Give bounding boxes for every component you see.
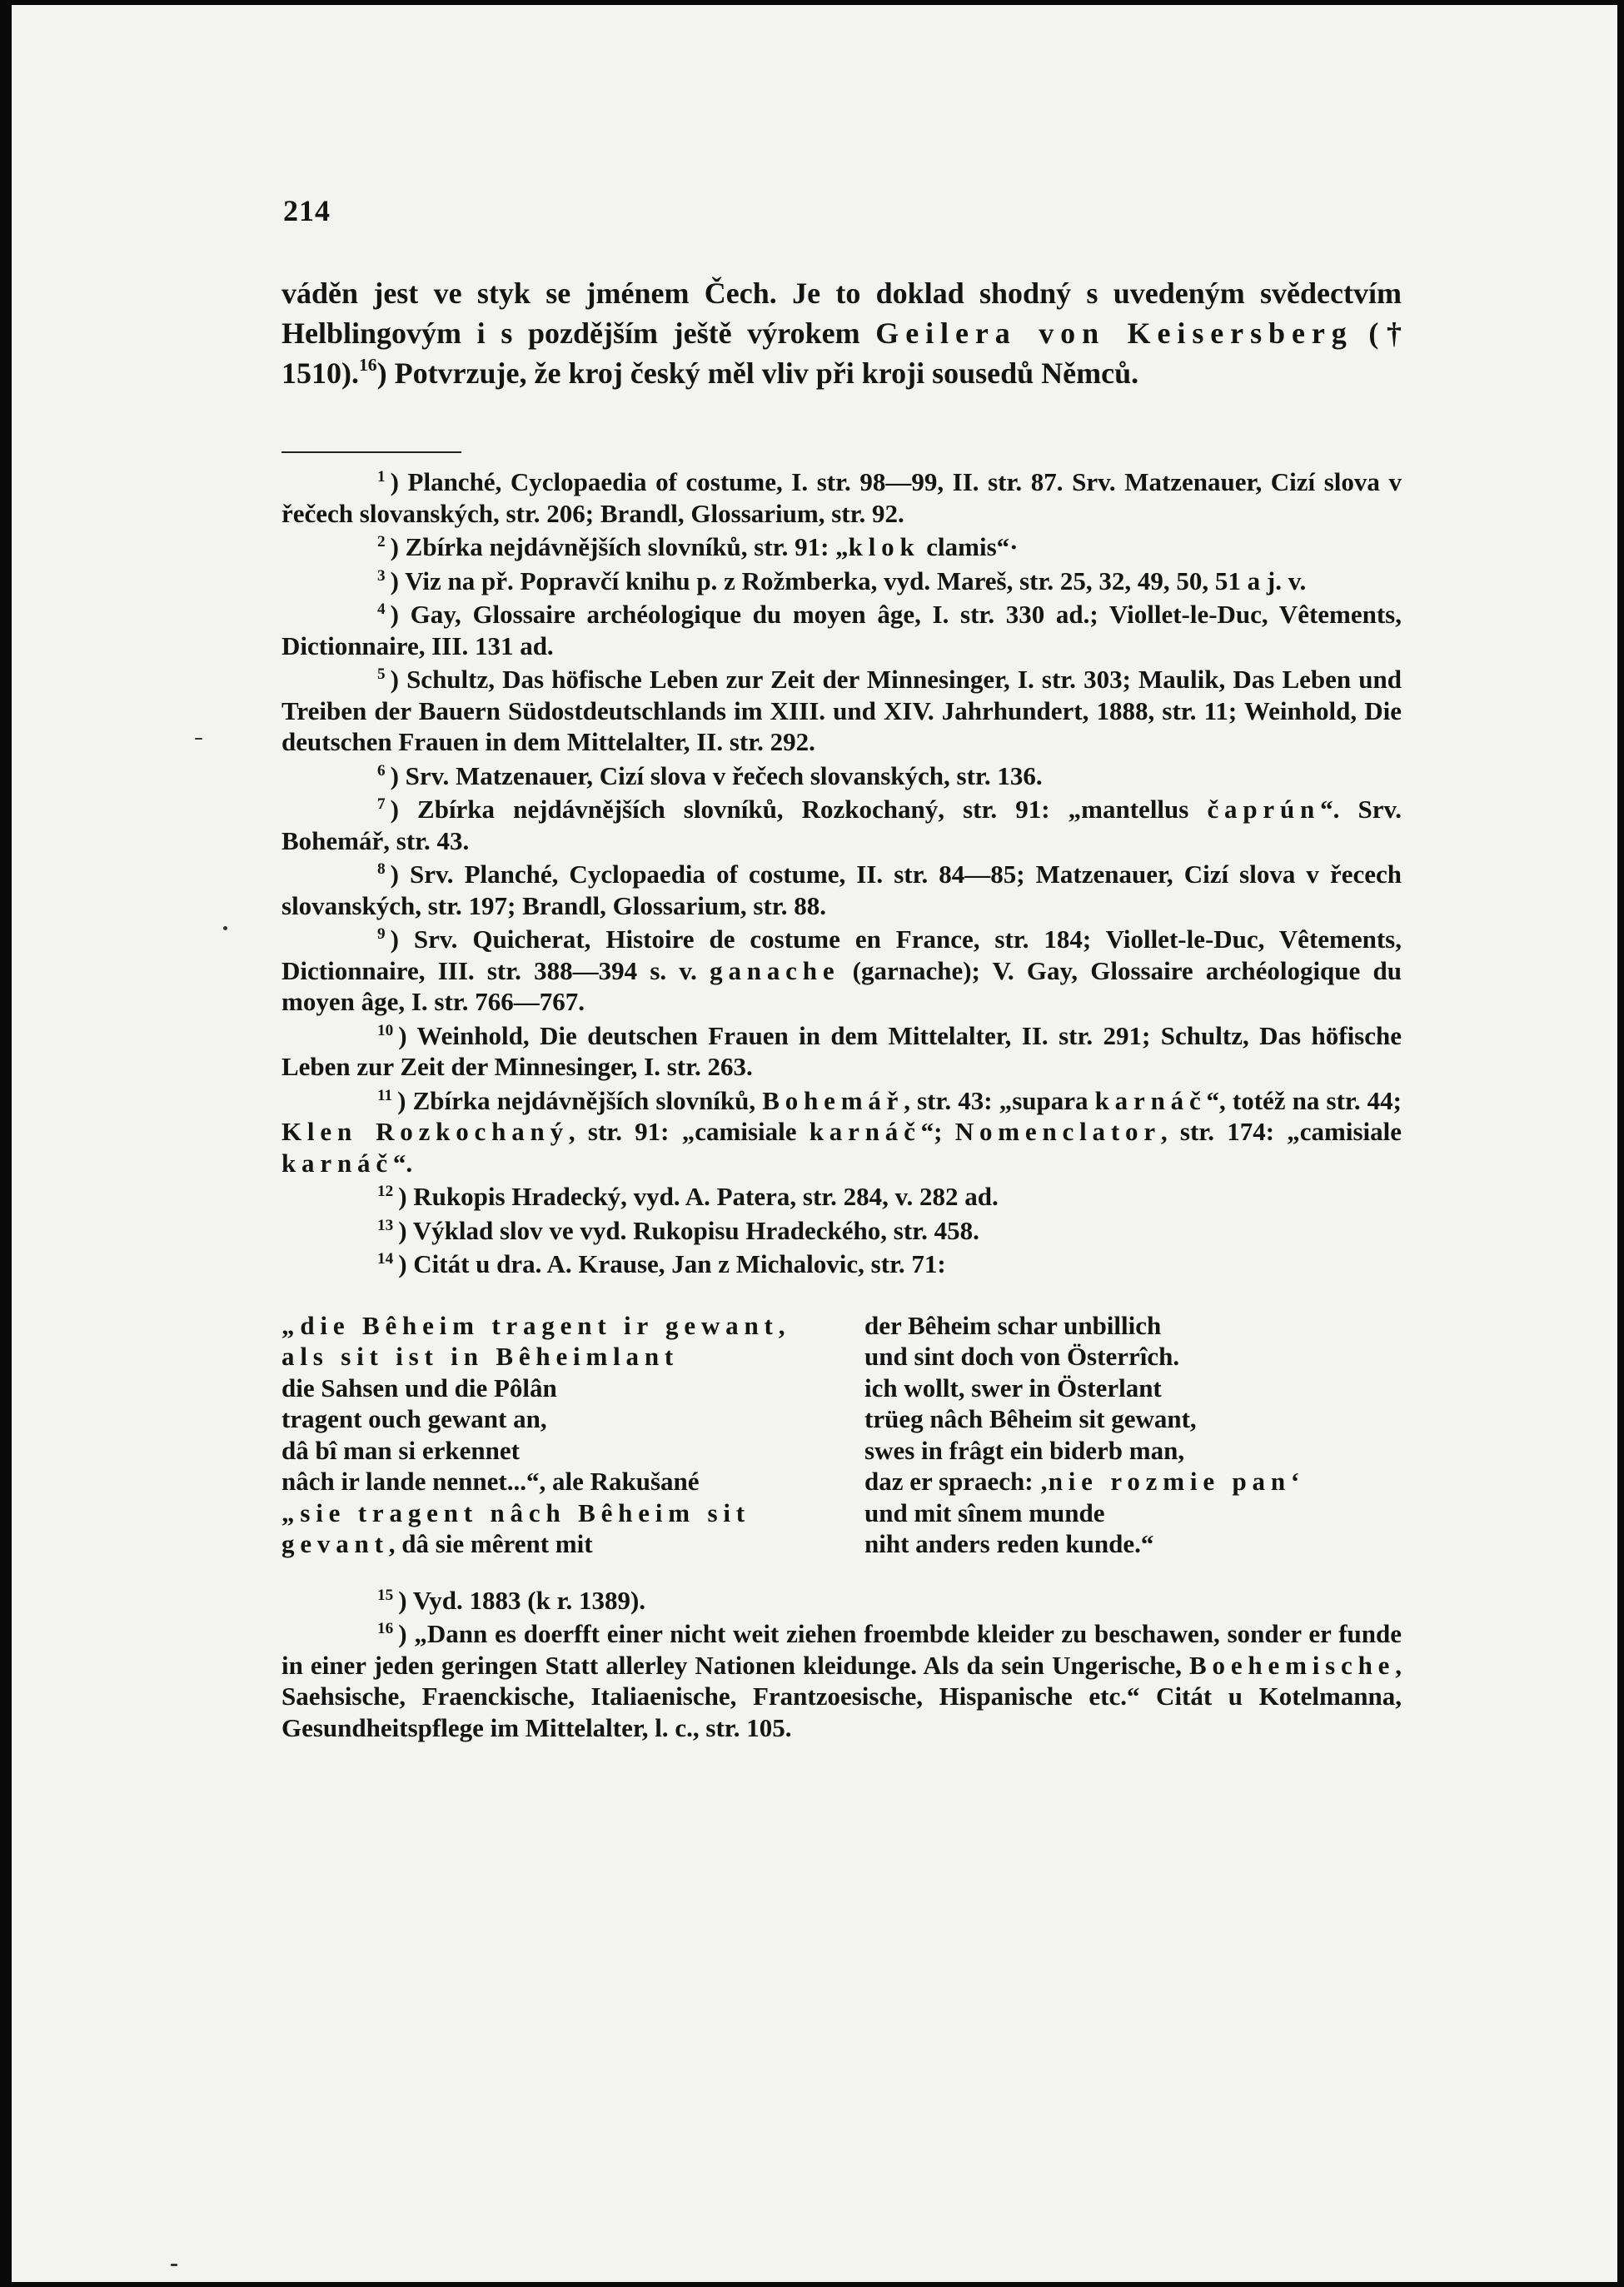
poem-line	[281, 1435, 831, 1467]
poem-line	[281, 1466, 831, 1497]
footnote-text: “. Srv. Bohemář, str. 43.	[281, 795, 1402, 855]
footnote-16	[281, 1618, 1402, 1743]
spaced-emphasis-text: gevant	[281, 1529, 389, 1558]
footnote-text: ) Gay, Glossaire archéologique du moyen âge, I. str. 330 ad.; Viollet-le-Duc, Vêtements, Dictionnaire, III. 131 ad.	[281, 600, 1402, 660]
footnote-text: (garnache); V. Gay, Glossaire archéologique du moyen âge, I. str. 766—767.	[281, 955, 1402, 1016]
poem-line	[864, 1341, 1299, 1373]
page-number: 214	[283, 194, 331, 227]
footnote-2	[281, 531, 1402, 563]
poem-line	[864, 1466, 1299, 1497]
footnote-text: , str. 43: „supara	[904, 1085, 1095, 1115]
poem-text: dâ bî man si erkennet	[281, 1435, 520, 1465]
footnote-5	[281, 664, 1402, 758]
spaced-emphasis-text: Bohemář	[762, 1085, 904, 1115]
footnote-text: , str. 174: „camisiale	[1160, 1117, 1402, 1146]
footnote-7	[281, 794, 1402, 856]
poem-text: , dâ sie mêrent mit	[388, 1529, 593, 1558]
poem-text: nâch ir lande nennet...“, ale Rakušané	[281, 1467, 700, 1496]
poem-line	[281, 1341, 831, 1373]
poem-text: und mit sînem munde	[864, 1497, 1105, 1527]
footnote-mark: 8	[377, 860, 386, 879]
spaced-emphasis-text: Nomenclator	[954, 1117, 1161, 1146]
footnote-text: ) Srv. Planché, Cyclopaedia of costume, II. str. 84—85; Matzenauer, Cizí slova v řecech slovanských, str. 197; Brandl, Glossarium, str. 88.	[281, 859, 1402, 920]
footnote-4	[281, 599, 1402, 661]
footnote-12	[281, 1181, 1402, 1213]
footnote-list	[281, 466, 1402, 1280]
footnote-6	[281, 760, 1402, 792]
body-text-spaced: Geilera von Keisersberg	[875, 316, 1353, 350]
footnote-text: ) Vyd. 1883 (k r. 1389).	[398, 1585, 646, 1615]
poem-column-left	[281, 1310, 831, 1560]
footnote-mark: 14	[377, 1250, 394, 1268]
footnote-mark: 16	[377, 1620, 394, 1638]
footnote-mark: 10	[377, 1021, 394, 1039]
poem-text: swes in frâgt ein biderb man,	[864, 1435, 1185, 1465]
poem-column-right	[864, 1310, 1299, 1560]
footnote-mark: 4	[377, 600, 386, 619]
body-text-segment: († 1510).	[281, 316, 1402, 390]
poem-line	[864, 1528, 1299, 1560]
spaced-emphasis-text: Boehemische	[1189, 1650, 1396, 1680]
footnote-mark: 3	[377, 566, 386, 585]
footnote-mark: 2	[377, 533, 386, 551]
spaced-emphasis-text: nie rozmie pan	[1048, 1467, 1291, 1496]
footnote-text: ) Schultz, Das höfische Leben zur Zeit der Minnesinger, I. str. 303; Maulik, Das Leben und Treiben der Bauern Südostdeutschlands im XIII. und XIV. Jahrhundert, 1888, str. 11; Weinhold, Die deutschen Frauen in dem Mittelalter, II. str. 292.	[281, 665, 1402, 756]
footnote-text: ) Srv. Matzenauer, Cizí slova v řečech slovanských, str. 136.	[390, 760, 1043, 790]
poem-text: und sint doch von Österrîch.	[864, 1342, 1180, 1371]
poem-line	[864, 1310, 1299, 1342]
footnote-text: ) Weinhold, Die deutschen Frauen in dem Mittelalter, II. str. 291; Schultz, Das höfische Leben zur Zeit der Minnesinger, I. str. 263.	[281, 1020, 1402, 1081]
poem-line	[864, 1435, 1299, 1467]
spaced-emphasis-text: als sit ist in Bêheimlant	[281, 1342, 680, 1371]
footnote-mark: 1	[377, 468, 386, 486]
spaced-emphasis-text: „sie tragent nâch Bêheim sit	[281, 1497, 750, 1527]
poem-text: der Bêheim schar unbillich	[864, 1310, 1162, 1340]
quoted-poem	[281, 1310, 1402, 1560]
spaced-emphasis-text: karnáč	[1094, 1085, 1207, 1115]
footnote-text: “, totéž na str. 44;	[1206, 1085, 1402, 1115]
poem-line	[864, 1497, 1299, 1529]
spaced-emphasis-text: čaprún	[1207, 795, 1321, 824]
footnote-11	[281, 1085, 1402, 1179]
footnote-13	[281, 1215, 1402, 1247]
footnote-mark: 13	[377, 1216, 394, 1234]
footnote-15	[281, 1585, 1402, 1617]
footnote-text: ) Srv. Quicherat, Histoire de costume en France, str. 184; Viollet-le-Duc, Vêtements, Dictionnaire, III. str. 388—394 s. v.	[281, 924, 1402, 985]
footnote-1	[281, 466, 1402, 529]
scan-speck	[195, 738, 202, 740]
footnote-mark: 5	[377, 665, 386, 684]
footnote-text: ) Rukopis Hradecký, vyd. A. Patera, str. 284, v. 282 ad.	[398, 1182, 999, 1211]
poem-line	[281, 1403, 831, 1435]
scan-edge-left	[0, 0, 12, 2287]
footnote-mark: 12	[377, 1183, 394, 1201]
footnote-3	[281, 566, 1402, 597]
footnote-text: ) Zbírka nejdávnějších slovníků, str. 91: „	[390, 532, 849, 561]
footnote-text: ) Planché, Cyclopaedia of costume, I. str. 98—99, II. str. 87. Srv. Matzenauer, Cizí slova v řečech slovanských, str. 206; Brandl, Glossarium, str. 92.	[281, 467, 1402, 528]
footnote-14	[281, 1248, 1402, 1280]
footnote-text: clamis“·	[919, 532, 1019, 561]
spaced-emphasis-text: „die Bêheim tragent ir gewant,	[281, 1310, 791, 1340]
scan-speck	[171, 2264, 177, 2266]
poem-text: die Sahsen und die Pôlân	[281, 1373, 557, 1403]
footnote-mark: 11	[377, 1086, 393, 1104]
footnote-text: ) „Dann es doerfft einer nicht weit ziehen froembde kleider zu beschawen, sonder er funde in einer jeden geringen Statt allerley Nationen kleidunge. Als da sein Ungerische,	[281, 1619, 1402, 1680]
poem-text: ‘	[1290, 1467, 1300, 1496]
poem-text: ich wollt, swer in Österlant	[864, 1373, 1162, 1403]
footnote-text: , Saehsische, Fraenckische, Italiaenische, Frantzoesische, Hispanische etc.“ Citát u Kotelmanna, Gesundheitspflege im Mittelalter, l. c., str. 105.	[281, 1650, 1402, 1742]
footnote-list-continued	[281, 1585, 1402, 1744]
footnote-text: “;	[920, 1117, 955, 1146]
body-text-segment: váděn jest ve styk se jménem Čech. Je to doklad shodný s uvedeným svědectvím Helblingovým i s pozdějším ještě výrokem	[281, 277, 1402, 350]
footnote-text: “.	[392, 1148, 413, 1178]
footnote-mark: 6	[377, 761, 386, 780]
footnote-mark: 9	[377, 925, 386, 944]
footnote-9	[281, 924, 1402, 1018]
footnote-text: ) Citát u dra. A. Krause, Jan z Michalovic, str. 71:	[398, 1249, 946, 1278]
poem-text: niht anders reden kunde.“	[864, 1529, 1154, 1558]
spaced-emphasis-text: karnáč	[281, 1148, 393, 1178]
spaced-emphasis-text: karnáč	[809, 1117, 921, 1146]
poem-line	[281, 1497, 831, 1529]
spaced-emphasis-text: klok	[848, 532, 920, 561]
footnote-text: ) Zbírka nejdávnějších slovníků,	[397, 1085, 763, 1115]
poem-text: trüeg nâch Bêheim sit gewant,	[864, 1404, 1197, 1433]
footnote-text: ) Výklad slov ve vyd. Rukopisu Hradeckého, str. 458.	[398, 1215, 979, 1245]
body-text-segment: ) Potvrzuje, že kroj český měl vliv při kroji sousedů Němců.	[376, 356, 1139, 390]
footnote-text: ) Viz na př. Popravčí knihu p. z Rožmberka, vyd. Mareš, str. 25, 32, 49, 50, 51 a j. v.	[390, 566, 1307, 595]
footnote-text: ) Zbírka nejdávnějších slovníků, Rozkochaný, str. 91: „mantellus	[390, 795, 1208, 824]
spaced-emphasis-text: ganache	[710, 955, 840, 985]
poem-line	[281, 1528, 831, 1560]
footnote-mark: 7	[377, 795, 386, 814]
scan-edge-right	[1617, 0, 1624, 2287]
footnote-8	[281, 859, 1402, 921]
footnote-separator-rule	[281, 451, 461, 453]
footnote-mark: 15	[377, 1586, 394, 1604]
scan-edge-bottom	[0, 2282, 1624, 2287]
footnote-10	[281, 1020, 1402, 1083]
poem-line	[864, 1403, 1299, 1435]
poem-text: daz er spraech: ‚	[864, 1467, 1049, 1496]
scan-edge-top	[0, 0, 1624, 5]
spaced-emphasis-text: Klen Rozkochaný	[281, 1117, 569, 1146]
scan-speck	[223, 926, 227, 930]
footnote-text: , str. 91: „camisiale	[568, 1117, 810, 1146]
poem-line	[281, 1373, 831, 1404]
poem-line	[864, 1373, 1299, 1404]
body-paragraph	[281, 273, 1402, 393]
footnote-reference: 16	[359, 354, 377, 375]
poem-text: tragent ouch gewant an,	[281, 1404, 547, 1433]
footnotes	[281, 466, 1402, 1746]
poem-line	[281, 1310, 831, 1342]
